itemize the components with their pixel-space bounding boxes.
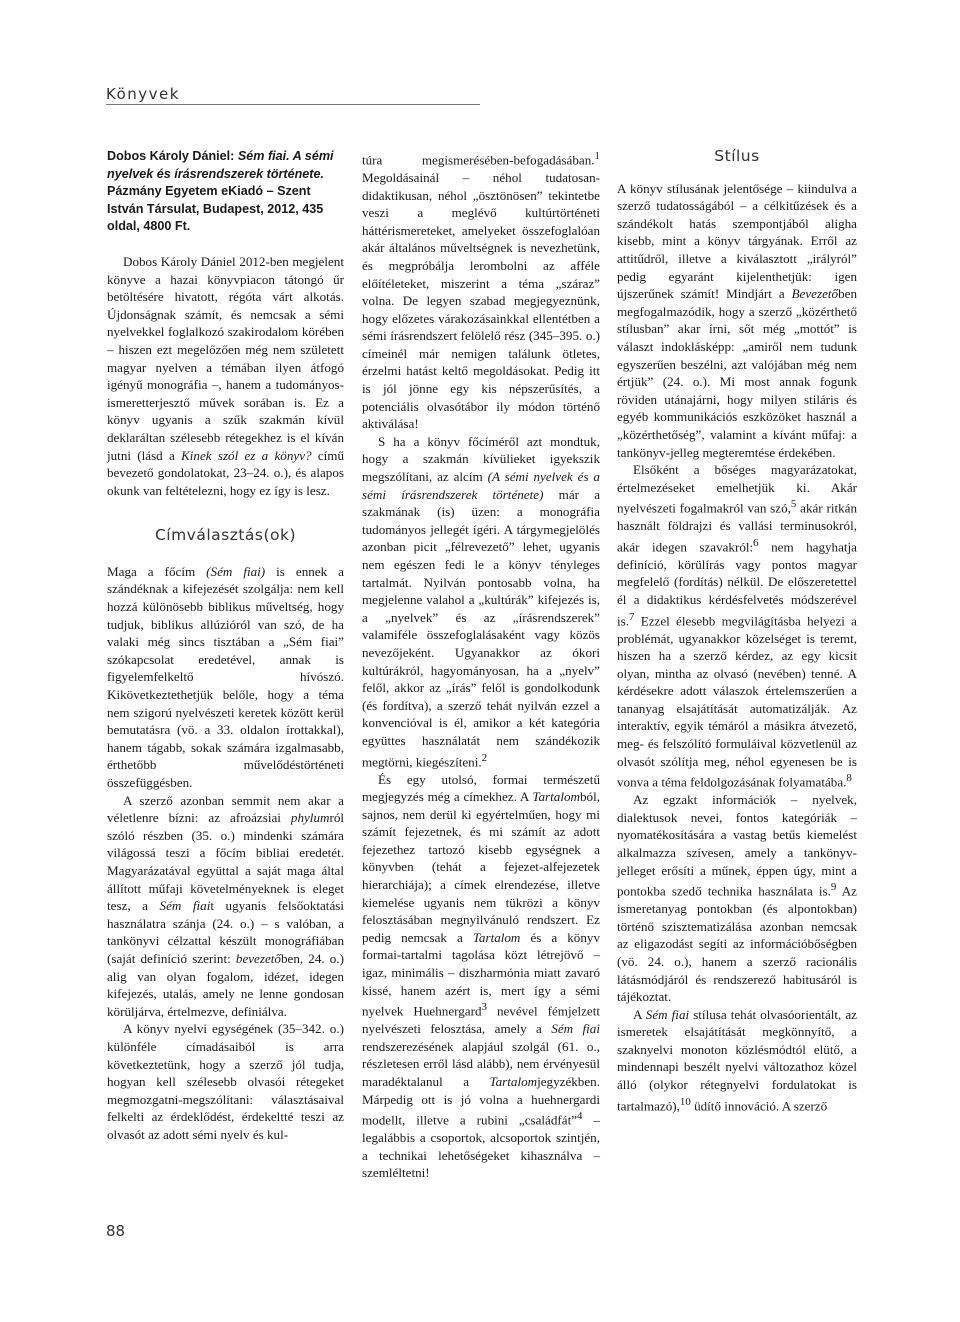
text: és a könyv formai-tartalmi tagolása közt létrejövő – igaz, minimális – diszharmónia miatt zavaró kissé, hanem azért is, mert így a sémi nyelvek Huehnergard	[362, 929, 600, 1019]
text: stílusa tehát olvasóorientált, az ismeretek elsajátítását megkönnyítő, a szaknyelvi monoton közlésmódtól elütő, a mindennapi beszélt nyelvi változathoz közel álló (olykor rétegnyelvi fordulatokat is tartalmazó),	[617, 1006, 857, 1114]
footnote-ref: 4	[577, 1110, 583, 1123]
bibliography-author: Dobos Károly Dániel:	[107, 149, 238, 163]
italic-text: Tartalom	[472, 929, 521, 945]
text: A szerző azonban semmit nem akar a véletlenre bízni: az afroázsiai	[107, 792, 344, 826]
paragraph	[107, 253, 344, 499]
text: A könyv nyelvi egységének (35–342. o.) különféle címadásaiból is arra következtetünk, hogy a szerző jól tudja, hogyan kell szélesebb olvasói rétegeket megmozgatni-megszólítani: választásaival felkelti az érdeklődést, érdekeltté teszi az olvasót az adott sémi nyelv és kul-	[107, 1021, 344, 1142]
text: rendszerezésének alapjául szolgál (61. o., részletesen erről lásd alább), nem érvényesül maradéktalanul a	[362, 1038, 600, 1089]
footnote-ref: 10	[679, 1095, 691, 1108]
paragraph	[617, 791, 857, 1005]
paragraph	[617, 461, 857, 791]
footnote-ref: 9	[830, 881, 837, 894]
italic-text: (A sémi nyelvek és a sémi írásrendszerek története)	[362, 469, 600, 502]
italic-text: bevezető	[235, 950, 281, 966]
text: ból, sajnos, nem derül ki egyértelműen, hogy mi számít fejezetnek, és mi számít az adott fejezethez tartozó kisebb egységnek a könyvben (tehát a fejezet-alfejezetek hierarchiája); a címek elrendezése, illetve kiemelése ugyanis nem tükrözi a könyv felosztásában megnyilvánuló rendszert. Ez pedig nemcsak a	[362, 789, 600, 945]
footnote-ref: 6	[753, 536, 759, 549]
text: A könyv stílusának jelentősége – kiindulva a szerző tudatosságából – a célkitűzések és a szándékolt hatás szempontjából aligha kisebb, mint a könyv tárgyának. Erről az attitűdről, illetve a kiválasztott „irályról” pedig egyaránt kijelenthetjük: igen újszerűnek számít! Mindjárt a	[617, 180, 857, 302]
bibliography-publisher: Pázmány Egyetem eKiadó – Szent István Társulat, Budapest, 2012, 435 oldal, 4800 Ft.	[107, 184, 324, 234]
text: nevével fémjelzett nyelvészeti felosztása, amely a	[362, 1003, 600, 1037]
text: Az ismeretanyag pontokban (és alpontokban) történő szisztematizálása azonban nemcsak az eligazodást segíti az információbőségben (vö. 24. o.), hanem a szerző racionális látásmódjáról és rendszerező habitusáról is tájékoztat.	[617, 883, 857, 1005]
paragraph	[107, 792, 344, 1021]
italic-text: (Sém fiai)	[206, 563, 266, 579]
text: – legalábbis a csoportok, alcsoportok szintjén, a technikai lehetőségeket kihasználva – szemléltetni!	[362, 1112, 600, 1181]
section-heading-title-choice: Címválasztás(ok)	[154, 526, 297, 545]
paragraph	[362, 433, 600, 771]
paragraph	[107, 1020, 344, 1143]
italic-text: Tartalom	[489, 1073, 538, 1089]
text: A	[633, 1006, 646, 1022]
footnote-ref: 3	[481, 1001, 487, 1014]
text: S ha a könyv főcíméről azt mondtuk, hogy a szakmán kívülieket igyekszik megszólítani, az alcím	[362, 433, 600, 485]
text: túra megismerésében-befogadásában.	[362, 152, 595, 168]
text: ben megfogalmazódik, hogy a szerző „közérthető stílusban” akar írni, sőt még „mottót” is választ indoklásképp: „amiről nem tudunk egyszerűen beszélni, azt valójában még nem értjük” (24. o.). Mi most annak fogunk röviden utánajárni, hogy milyen stiláris és egyéb kommunikációs eszközöket használ a „közérthetőség”, valamint a kívánt műfaj: a tankönyv-jelleg megteremtése érdekében.	[617, 286, 857, 460]
paragraph	[617, 180, 857, 462]
text: Maga a főcím	[107, 563, 207, 579]
text: üdítő innováció. A szerző	[690, 1098, 828, 1114]
italic-text: Sém fiai	[551, 1021, 600, 1037]
text: Dobos Károly Dániel 2012-ben megjelent könyve a hazai könyvpiacon tátongó űr betöltésére hivatott, régóta várt alkotás. Újdonságnak számít, és nemcsak a sémi nyelvekkel foglalkozó szakirodalom körében – hiszen ezt megelőzően még nem született magyar nyelven a témában ilyen átfogó igényű monográfia –, hanem a tudományos-ismeretterjesztő művek sorában is. Ez a könyv ugyanis a szűk szakmán kívül deklaráltan szélesebb rétegekhez is el kíván jutni (lásd a	[107, 253, 344, 463]
italic-text: Bevezető	[791, 286, 839, 302]
text: akár ritkán használt földrajzi és vallási terminusokról, akár idegen szavakról:	[617, 500, 857, 555]
text: már a szakmának (is) üzen: a monográfia tudományos jellegét ígéri. A tárgymegjelölés azonban picit „félrevezető” lehet, ugyanis nem egészen fedi le a könyv tényleges tartalmát. Nyilván pontosabb volna, ha megjelenne valahol a „kultúrák” kifejezés is, a „nyelvek” és az „írásrendszerek” valamiféle összefoglalásaként vagy közös nevezőjeként. Ugyanakkor az ókori kultúrákról, hagyományosan, ha a „nyelv” felől, akkor az „írás” felől is gondolkodunk (és fordítva), a szerző tehát nyilván ezzel a konvencióval is él, amikor a két kategória együttes használatát nem szándékozik megtörni, kiegészíteni.	[362, 486, 601, 769]
text: is ennek a szándéknak a kifejezését szolgálja: nem kell hozzá különösebb biblikus műveltség, hogy tudjuk, biblikus allúzióról van szó, de ha valaki még sincs tisztában a „Sém fiai” szókapcsolat eredetével, annak is figyelemfelkeltő hívószó. Kikövetkeztethetjük belőle, hogy a téma nem szigorú nyelvészeti keretek között kerül bemutatásra (vö. a 33. oldalon írottakkal), hanem tágabb, sokak számára izgalmasabb, érthetőbb művelődéstörténeti összefüggésben.	[107, 563, 344, 790]
italic-text: phylum	[290, 810, 330, 826]
text: ról szóló részben (35. o.) mindenki számára világossá teszi a főcím bibliai eredetét. Magyarázatával együttal a saját maga által állított műfaji követelményeknek is eleget tesz, a	[107, 810, 344, 914]
text: És egy utolsó, formai természetű megjegyzés még a címekhez. A	[362, 771, 600, 805]
section-heading-style: Stílus	[714, 147, 760, 165]
text: Elsőként a bőséges magyarázatokat, értelmezéseket emelhetjük ki. Akár nyelvészeti fogalmakról van szó,	[617, 462, 857, 516]
text: Az egzakt információk – nyelvek, dialektusok nevei, fontos kategóriák – nyomatékosítására a vastag betűs kiemelést alkalmazza szívesen, amely a tankönyv-jelleget erősíti a műnek, éppen úgy, mint a pontokba szedő technika használata is.	[617, 792, 857, 899]
footnote-ref: 5	[790, 498, 797, 511]
paragraph	[617, 1006, 857, 1115]
italic-text: Kinek szól ez a könyv?	[181, 447, 312, 463]
section-header: Könyvek	[106, 85, 180, 103]
bibliography-title: Sém fiai. A sémi nyelvek és írásrendszerek története.	[107, 149, 334, 181]
paragraph	[362, 771, 600, 1182]
footnote-ref: 2	[481, 751, 488, 764]
text: nem hagyhatja definíció, körülírás vagy pontos magyar megfelelő (fordítás) nélkül. De előszeretettel él a didaktikus kérdésfelvetés módszerével is.	[617, 539, 857, 628]
text: ben, 24. o.) alig van olyan fogalom, idézet, idegen kifejezés, utalás, amely ne lenne gondosan körüljárva, értelmezve, definiálva.	[107, 950, 344, 1019]
column-3	[617, 148, 857, 1115]
text: t ugyanis felsőoktatási használatra szánja (24. o.) – s valóban, a tankönyvi célzattal készült monográfiában (saját definíció szerint:	[107, 898, 344, 966]
page-number: 88	[106, 1222, 126, 1240]
text: Ezzel élesebb megvilágításba helyezi a problémát, ugyanakkor közelséget is teremt, hiszen ha a szerző kérdez, az egy kicsit olyan, mintha az olvasó (nevében) tenné. A kérdésekre adott válaszok értelemszerűen a tananyag elsajátítását automatizálják. Az interaktív, egyik témáról a másikra átvezető, meg- és felszólító formuláival közvetlenül az olvasót szólítja meg, néhol egyenesen be is vonva a téma feldolgozásának folyamatába.	[617, 612, 857, 790]
header-rule	[106, 104, 480, 105]
paragraph	[362, 148, 600, 433]
bibliography	[107, 148, 344, 236]
column-2	[362, 148, 600, 1182]
text: jegyzékben. Márpedig ott is jó volna a huehnergardi modellt, illetve a rubini „családfát”	[362, 1073, 600, 1128]
italic-text: Sém fiai	[159, 898, 211, 914]
footnote-ref: 8	[846, 772, 852, 785]
italic-text: Sém fiai	[645, 1006, 690, 1022]
paragraph	[107, 563, 344, 792]
footnote-ref: 7	[629, 610, 635, 623]
footnote-ref: 1	[594, 150, 600, 162]
text: Megoldásainál – néhol tudatosan-didaktikusan, néhol „ösztönösen” tekintetbe veszi a meglévő kultúrtörténeti háttérismereteket, amelyeket összefoglalóan akár általános műveltségnek is nevezhetünk, és megpróbálja lerombolni az afféle előítéleteket, miszerint a téma „száraz” volna. De legyen szabad megjegyeznünk, hogy előzetes várakozásainkkal ellentétben a sémi írásrendszert felölelő rész (345–395. o.) címeinél már nemigen találunk ötletes, érzelmi hatást keltő megoldásokat. Pedig itt is jól jönne egy kis népszerűsítés, a potenciális olvasótábor ily módon történő aktiválása!	[362, 169, 600, 432]
text: című bevezető gondolatokat, 23–24. o.), és alapos okunk van feltételezni, hogy ez így is lesz.	[107, 447, 345, 498]
italic-text: Tartalom	[532, 789, 580, 805]
column-1	[107, 148, 344, 1143]
